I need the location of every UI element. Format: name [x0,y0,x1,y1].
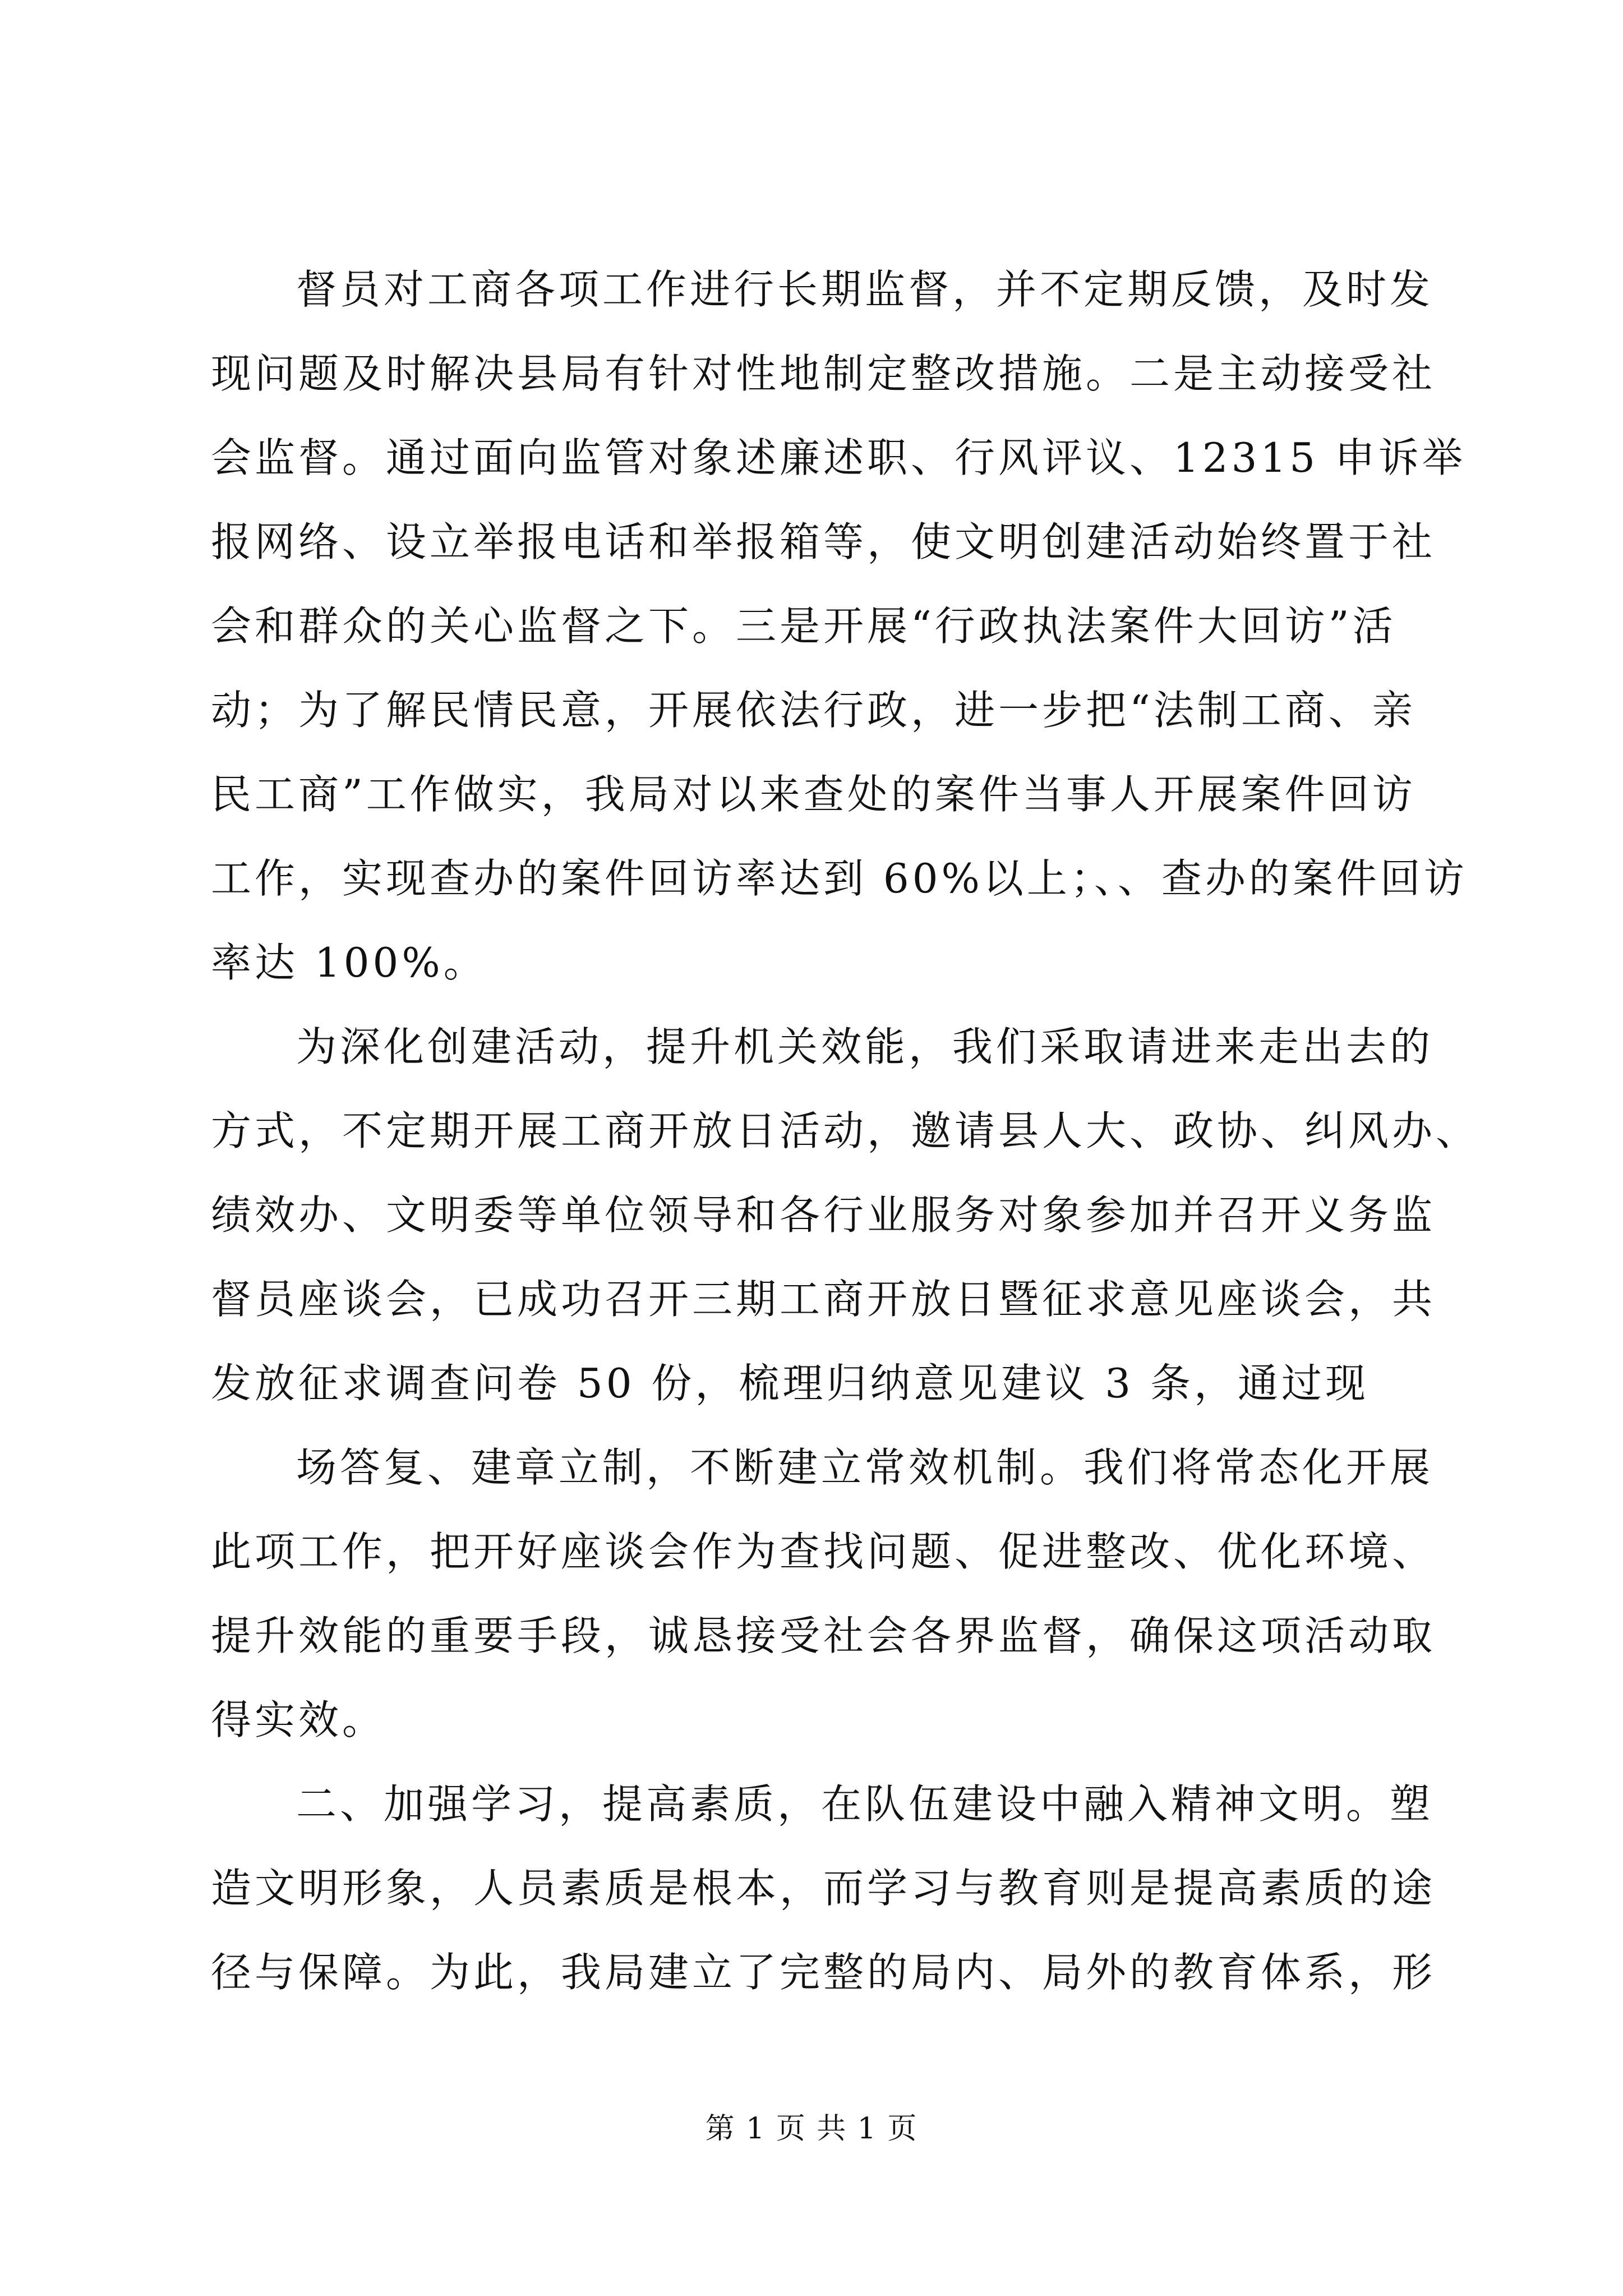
body-line-20: 造文明形象，人员素质是根本，而学习与教育则是提高素质的途 [211,1865,1436,1912]
body-line-9: 率达 100%。 [211,939,487,986]
body-line-19: 二、加强学习，提高素质，在队伍建设中融入精神文明。塑 [296,1780,1434,1828]
body-line-6: 动；为了解民情民意，开展依法行政，进一步把“法制工商、亲 [211,687,1416,734]
body-line-2: 现问题及时解决县局有针对性地制定整改措施。二是主动接受社 [211,350,1436,397]
body-line-11: 方式，不定期开展工商开放日活动，邀请县人大、政协、纠风办、 [211,1107,1480,1154]
body-line-7: 民工商”工作做实，我局对以来查处的案件当事人开展案件回访 [211,771,1416,818]
body-line-13: 督员座谈会，已成功召开三期工商开放日暨征求意见座谈会，共 [211,1276,1436,1323]
body-line-18: 得实效。 [211,1696,386,1743]
body-line-5: 会和群众的关心监督之下。三是开展“行政执法案件大回访”活 [211,602,1396,650]
body-line-12: 绩效办、文明委等单位领导和各行业服务对象参加并召开义务监 [211,1191,1436,1239]
body-line-3: 会监督。通过面向监管对象述廉述职、行风评议、12315 申诉举 [211,434,1466,481]
page-footer: 第 1 页 共 1 页 [705,2112,918,2146]
body-line-4: 报网络、设立举报电话和举报箱等，使文明创建活动始终置于社 [211,518,1436,565]
body-line-8: 工作，实现查办的案件回访率达到 60%以上；、、查办的案件回访 [211,855,1468,902]
body-line-16: 此项工作，把开好座谈会作为查找问题、促进整改、优化环境、 [211,1528,1436,1575]
body-line-1: 督员对工商各项工作进行长期监督，并不定期反馈，及时发 [296,266,1434,313]
body-line-17: 提升效能的重要手段，诚恳接受社会各界监督，确保这项活动取 [211,1612,1436,1659]
body-line-21: 径与保障。为此，我局建立了完整的局内、局外的教育体系，形 [211,1949,1436,1996]
body-line-10: 为深化创建活动，提升机关效能，我们采取请进来走出去的 [296,1023,1434,1070]
body-line-14: 发放征求调查问卷 50 份，梳理归纳意见建议 3 条，通过现 [211,1360,1369,1407]
body-line-15: 场答复、建章立制，不断建立常效机制。我们将常态化开展 [296,1444,1434,1491]
